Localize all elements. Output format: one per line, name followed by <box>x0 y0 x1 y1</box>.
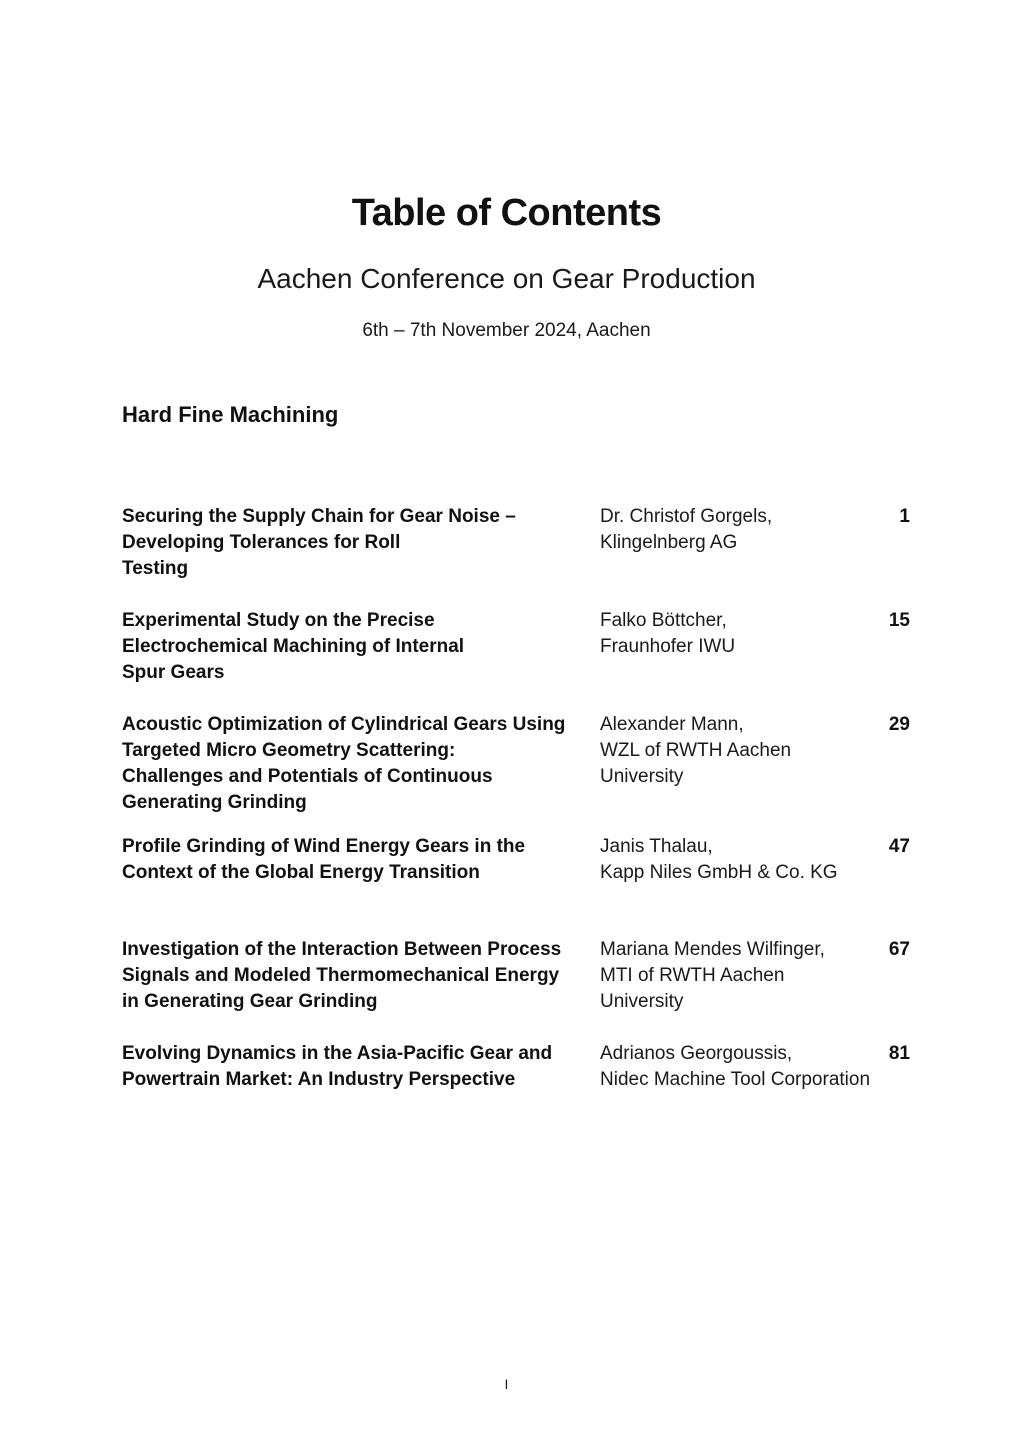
entry-author-line: Mariana Mendes Wilfinger, <box>600 939 825 960</box>
entry-page-number: 47 <box>888 836 910 857</box>
entry-title <box>122 712 600 816</box>
entry-title-line: Evolving Dynamics in the Asia-Pacific Gear and <box>122 1043 553 1064</box>
entry-author-line: MTI of RWTH Aachen University <box>600 965 785 1012</box>
entry-title-line: Profile Grinding of Wind Energy Gears in the <box>122 836 526 857</box>
entry-authors <box>600 834 872 886</box>
section-heading: Hard Fine Machining <box>122 402 339 427</box>
entry-title-line: Investigation of the Interaction Between Process <box>122 939 562 960</box>
entry-title-line: Spur Gears <box>122 662 225 683</box>
entry-author-line: Dr. Christof Gorgels, <box>600 506 773 527</box>
entry-page-number: 1 <box>899 506 910 527</box>
entry-author-line: Kapp Niles GmbH & Co. KG <box>600 862 838 883</box>
toc-entry <box>122 504 910 582</box>
entry-title-line: Generating Grinding <box>122 792 307 813</box>
entry-title-line: Powertrain Market: An Industry Perspective <box>122 1069 516 1090</box>
entry-page-number: 15 <box>888 610 910 631</box>
entry-author-line: Falko Böttcher, <box>600 610 727 631</box>
entry-page-number: 67 <box>888 939 910 960</box>
entry-author-line: Adrianos Georgoussis, <box>600 1043 793 1064</box>
entry-title-line: Experimental Study on the Precise <box>122 610 435 631</box>
entry-page-number: 29 <box>888 714 910 735</box>
entry-authors <box>600 1041 872 1093</box>
conference-date: 6th – 7th November 2024, Aachen <box>362 320 651 341</box>
entry-title-line: Securing the Supply Chain for Gear Noise – <box>122 506 516 527</box>
entry-title-line: Challenges and Potentials of Continuous <box>122 766 493 787</box>
entry-author-line: Fraunhofer IWU <box>600 636 736 657</box>
entry-title <box>122 937 600 1015</box>
entry-title <box>122 504 600 582</box>
entry-title-line: in Generating Gear Grinding <box>122 991 378 1012</box>
entry-authors <box>600 608 872 686</box>
page-title: Table of Contents <box>351 192 662 234</box>
entry-author-line: Nidec Machine Tool Corporation <box>600 1069 871 1090</box>
entry-author-line: Alexander Mann, <box>600 714 744 735</box>
entry-title-line: Targeted Micro Geometry Scattering: <box>122 740 456 761</box>
entry-title-line: Developing Tolerances for Roll <box>122 532 401 553</box>
entry-title-line: Signals and Modeled Thermomechanical Energy <box>122 965 560 986</box>
entry-title <box>122 608 600 686</box>
entry-title <box>122 834 600 886</box>
entry-page-number: 81 <box>888 1043 910 1064</box>
table-of-contents-list <box>122 504 910 1093</box>
entry-title-line: Electrochemical Machining of Internal <box>122 636 465 657</box>
toc-entry <box>122 712 910 816</box>
footer-page-number: I <box>504 1376 509 1392</box>
entry-title-line: Testing <box>122 558 189 579</box>
entry-author-line: Janis Thalau, <box>600 836 713 857</box>
toc-entry <box>122 937 910 1015</box>
entry-author-line: WZL of RWTH Aachen University <box>600 740 792 787</box>
conference-subtitle: Aachen Conference on Gear Production <box>257 263 756 294</box>
toc-entry <box>122 1041 910 1093</box>
entry-title <box>122 1041 600 1093</box>
toc-entry <box>122 608 910 686</box>
entry-title-line: Context of the Global Energy Transition <box>122 862 480 883</box>
toc-entry <box>122 834 910 886</box>
entry-authors <box>600 937 872 1015</box>
entry-authors <box>600 504 872 582</box>
entry-author-line: Klingelnberg AG <box>600 532 738 553</box>
entry-title-line: Acoustic Optimization of Cylindrical Gears Using <box>122 714 566 735</box>
entry-authors <box>600 712 872 816</box>
